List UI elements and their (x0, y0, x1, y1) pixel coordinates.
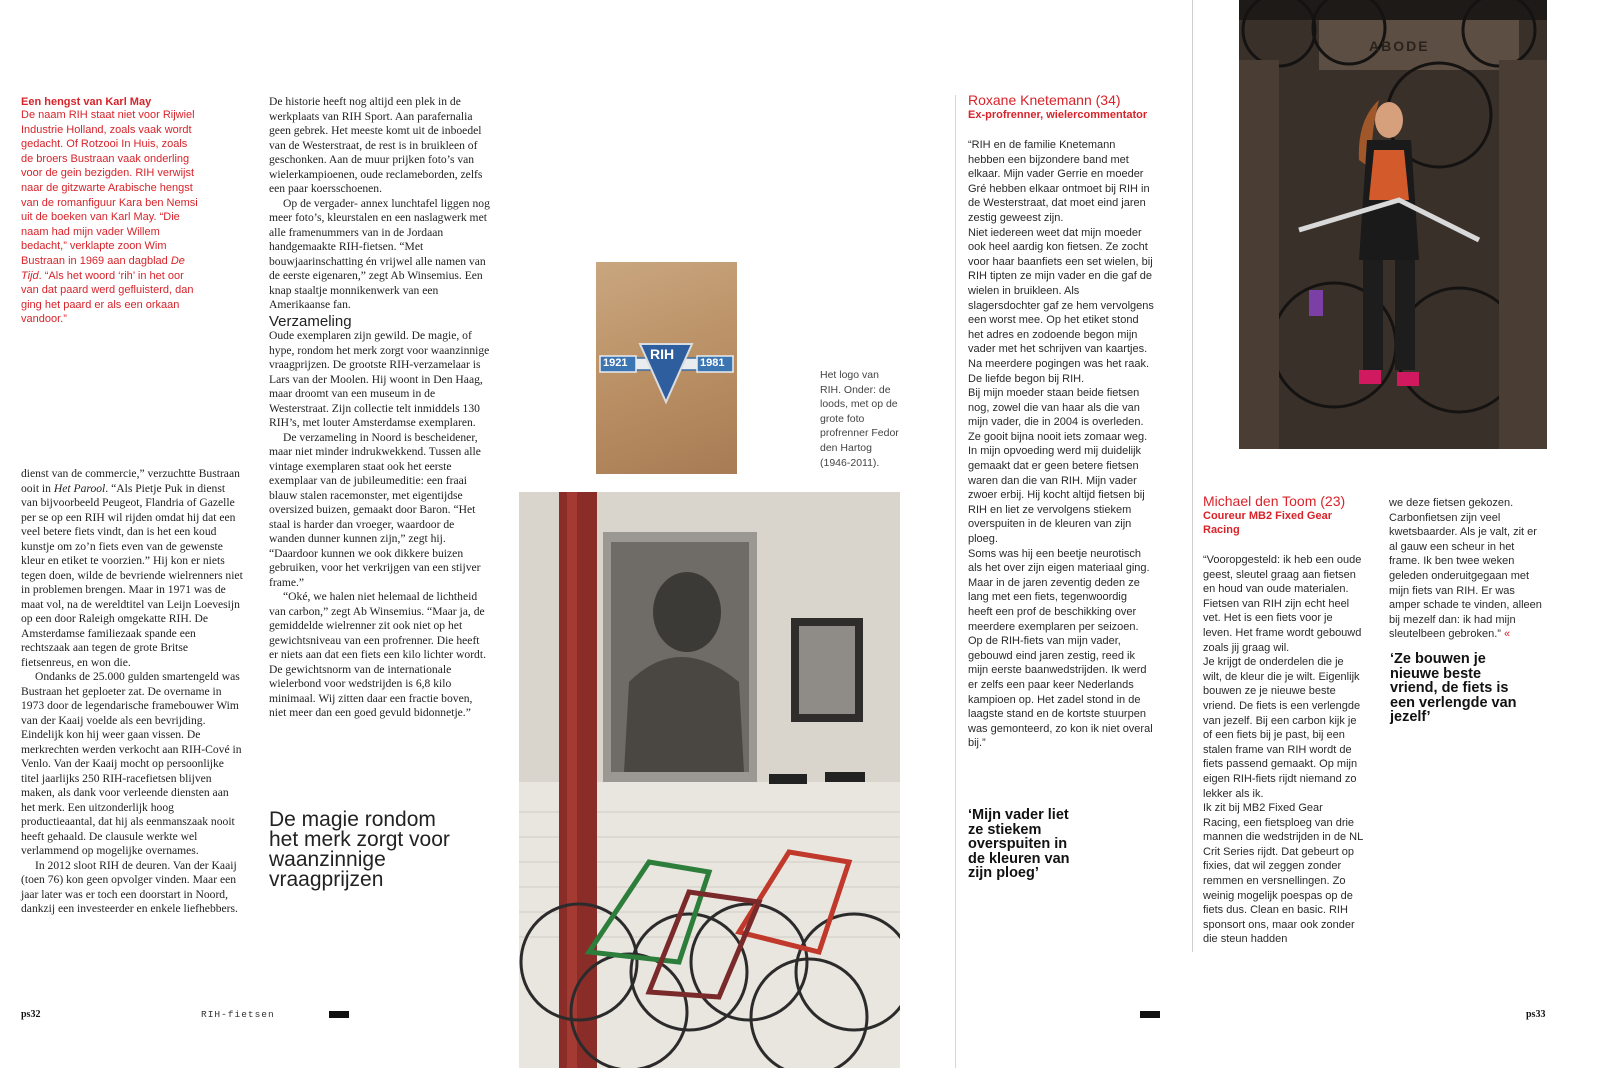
shop-photo (1239, 0, 1547, 449)
quote-roxane: ‘Mijn vader liet ze stiekem overspuiten in de kleuren van zijn ploeg’ (968, 807, 1070, 882)
paragraph: De historie heeft nog altijd een plek in de werkplaats van RIH Sport. Aan parafernalia geen gebrek. Het meeste komt uit de inboedel van de Westerstraat, de rest is in bruikleen of geschonken. Aan de muur prijken foto’s van wielerkampioenen, oude reclameborden, zelfs een paar koersschoenen. (269, 95, 483, 195)
interview-text (1203, 553, 1363, 947)
interview-michael-continued (1389, 496, 1547, 642)
paragraph: dienst van de commercie,” verzuchtte Bustraan ooit in Het Parool. “Als Pietje Puk in dienst van bijvoorbeeld Peugeot, Flandria of Gazelle per se op een RIH wil rijden omdat hij dat een veel betere fiets vindt, dan is het een koud kunstje om zo’n fiets even van de gewenste kleur en etiket te voorzien.” Hij kon er niets tegen doen, wilde de bevriende wielrenners niet in problemen brengen. Maar in 1971 was de maat vol, na de wereldtitel van Leijn Loevesijn op een door Raleigh omgekatte RIH. De Amsterdamse familiezaak spande een rechtszaak aan tegen de grote Britse fietsenreus, en won die. (21, 467, 243, 669)
paragraph: Bij mijn moeder staan beide fietsen nog, zowel die van haar als die van mijn vader, die in 2004 is overleden. Ze gooit bijna nooit iets zomaar weg. (968, 387, 1148, 443)
paragraph: Niet iedereen weet dat mijn moeder ook heel aardig kon fietsen. Ze zocht voor haar baanfiets een set wielen, bij RIH tipten ze mijn vader en die gaf de wielen in bruikleen. Als slagersdochter gaf ze hem vervolgens een worst mee. Op het etiket stond het adres en zodoende begon mijn vader met het schrijven van kaartjes. Na meerdere pogingen was het raak. De liefde begon bij RIH. (968, 226, 1154, 385)
paragraph: Je krijgt de onderdelen die je wilt, de kleur die je wilt. Eigenlijk bouwen ze je nieuwe beste vriend. De fiets is een verlengde van jezelf. Bij een carbon kijk je of een fiets bij je past, bij een stalen frame van RIH wordt de fiets passend gemaakt. Op mijn eigen RIH-fiets rijdt niemand zo lekker als ik. (1203, 656, 1361, 800)
interview-roxane (968, 92, 1154, 751)
quote-michael: ‘Ze bouwen je nieuwe beste vriend, de fiets is een verlengde van jezelf’ (1390, 651, 1517, 726)
paragraph: “Vooropgesteld: ik heb een oude geest, sleutel graag aan fietsen en houd van oude materialen. Fietsen van RIH zijn echt heel vet. Het is een fiets voor je leven. Het frame wordt gebouwd zoals jij graag wil. (1203, 554, 1362, 654)
photo-caption: Het logo van RIH. Onder: de loods, met op de grote foto profrenner Fedor den Hartog (1946-2011). (820, 369, 899, 469)
sidebar-kader (21, 96, 199, 327)
paragraph: “Oké, we halen niet helemaal de lichtheid van carbon,” zegt Ab Winsemius. “Maar ja, de gemiddelde wielrenner zit ook niet op het gewichtsniveau van een profrenner. Die heeft er niets aan dat een fiets een kilo lichter wordt. De gewichtsnorm van de internationale wielerbond voor wedstrijden is 6,8 kilo minimaal. Wij zitten daar een fractie boven, niet meer dan een goed gevuld bidonnetje.” (269, 590, 486, 719)
footer-bar-right (1140, 1011, 1160, 1018)
page-gutter (955, 95, 956, 1068)
interviewee-role: Ex-profrenner, wielercommentator (968, 109, 1148, 121)
subheading: Verzameling (269, 312, 352, 330)
kader-text: De naam RIH staat niet voor Rijwiel Industrie Holland, zoals vaak wordt gedacht. Of Rotzooi In Huis, zoals de broers Bustraan vaak onderling voor de gein bezigden. RIH verwijst naar de gitzwarte Arabische hengst van de romanfiguur Kara ben Nemsi uit de boeken van Karl May. “Die naam had mijn vader Willem bedacht,” verklapte zoon Wim Bustraan in 1969 aan dagblad De Tijd. “Als het woord ‘rih’ in het oor van dat paard werd gefluisterd, dan ging het paard er als een orkaan vandoor.” (21, 109, 198, 326)
end-mark: « (1503, 628, 1511, 641)
paragraph: we deze fietsen gekozen. Carbonfietsen zijn veel kwetsbaarder. Als je valt, zit er al gauw een scheur in het frame. Ik ben twee weken geleden onderuitgegaan met mijn fiets van RIH. Er was amper schade te vinden, alleen bij mezelf dan: ik had mijn sleutelbeen gebroken.” « (1389, 497, 1542, 641)
paragraph: “RIH en de familie Knetemann hebben een bijzondere band met elkaar. Mijn vader Gerrie en moeder Gré hebben elkaar ontmoet bij RIH in de Westerstraat, dat moet eind jaren zestig geweest zijn. (968, 139, 1150, 224)
kader-title: Een hengst van Karl May (21, 96, 152, 108)
article-column-1 (21, 467, 243, 917)
paragraph: In mijn opvoeding werd mij duidelijk gemaakt dat er geen betere fietsen waren dan die van RIH. Mijn vader zwoer erbij. Hij kocht altijd fietsen bij RIH en liet ze vervolgens stiekem overspuiten in de kleuren van zijn ploeg. (968, 445, 1145, 546)
interview-text (968, 138, 1154, 751)
paragraph: De verzameling in Noord is bescheidener, maar niet minder indrukwekkend. Tussen alle vintage exemplaren staat ook het eerste exemplaar van de jubileumeditie: een fraai blauw stalen racemonster, met eigentijdse oversized buizen, gemaakt door Baron. “Het staal is harder dan vroeger, waardoor de wanden dunner kunnen zijn,” zegt hij. “Daardoor kunnen we ook dikkere buizen gebruiken, voor het verkrijgen van een stijver frame.” (269, 430, 481, 589)
paragraph: In 2012 sloot RIH de deuren. Van der Kaaij (toen 76) kon geen opvolger vinden. Maar een jaar later was er toch een doorstart in Noord, dankzij een investeerder en enkele liefhebbers. (21, 858, 238, 915)
column-rule (1192, 0, 1193, 952)
logo-right-year: 1981 (700, 357, 725, 369)
logo-photo (596, 262, 737, 474)
article-column-2 (269, 95, 491, 721)
logo-left-year: 1921 (603, 357, 628, 369)
logo-brand: RIH (650, 346, 675, 362)
shop-sign-text: ABODE (1369, 38, 1430, 54)
paragraph: Ik zit bij MB2 Fixed Gear Racing, een fietsploeg van drie mannen die wedstrijden in de NL Crit Series rijdt. Dat gebeurt op fixies, dat wil zeggen zonder remmen en versnellingen. Zo weinig mogelijk poespas op de fiets dus. Clean en basic. RIH sponsort ons, maar ook zonder die steun hadden (1203, 802, 1363, 946)
pull-quote: De magie rondom het merk zorgt voor waanzinnige vraagprijzen (269, 808, 450, 891)
section-label: RIH-fietsen (201, 1009, 275, 1020)
paragraph: Oude exemplaren zijn gewild. De magie, of hype, rondom het merk zorgt voor waanzinnige vraagprijzen. De grootste RIH-verzamelaar is Lars van der Moolen. Hij woont in Den Haag, maar droomt van een museum in de Westerstraat. Zijn collectie telt inmiddels 130 RIH’s, met louter Amsterdamse exemplaren. (269, 329, 490, 429)
cyclist-image (1239, 0, 1547, 449)
interviewee-name: Michael den Toom (23) (1203, 493, 1346, 509)
footer-bar-left (329, 1011, 349, 1018)
right-folio: ps33 (1526, 1009, 1546, 1020)
paragraph: Op de vergader- annex lunchtafel liggen nog meer foto’s, kleurstalen en een naslagwerk met alle framenummers van in de Jordaan handgemaakte RIH-fietsen. “Met bouwjaarinschatting én vrijwel alle namen van de eerste eigenaren,” zegt Ab Winsemius. Een knap staaltje monnikenwerk van een Amerikaanse fan. (269, 196, 490, 311)
warehouse-photo (519, 492, 900, 1068)
bicycles-image (519, 492, 900, 1068)
paragraph: Ondanks de 25.000 gulden smartengeld was Bustraan het geploeter zat. De overname in 1973 door de legendarische framebouwer Wim van der Kaaij voelde als een bevrijding. Eindelijk kon hij weer gaan vissen. De merkrechten werden verkocht aan RIH-Cové in Venlo. Van der Kaaij mocht op persoonlijke titel jaarlijks 250 RIH-racefietsen blijven maken, als dank voor verleende diensten aan het merk. Een uitzonderlijk hoog productieaantal, dat hij als eenmanszaak nooit heeft gehaald. De clausule werkte wel verlammend op mogelijke overnames. (21, 670, 242, 857)
interview-michael (1203, 493, 1363, 947)
paragraph: Soms was hij een beetje neurotisch als het over zijn eigen materiaal ging. Maar in de jaren zeventig deden ze lang met een fiets, tegenwoordig heeft een prof de beschikking over meerdere exemplaren per seizoen. (968, 547, 1150, 633)
interviewee-role: Coureur MB2 Fixed Gear Racing (1203, 510, 1332, 536)
interviewee-name: Roxane Knetemann (34) (968, 92, 1121, 108)
paragraph: Op de RIH-fiets van mijn vader, gebouwd eind jaren zestig, reed ik mijn eerste baanwedstrijden. Ik werd er zelfs een paar keer Nederlands kampioen op. Het zadel stond in de laagste stand en de kortste stuurpen was gemonteerd, zo kon ik niet overal bij.” (968, 635, 1153, 750)
left-folio: ps32 (21, 1009, 41, 1020)
